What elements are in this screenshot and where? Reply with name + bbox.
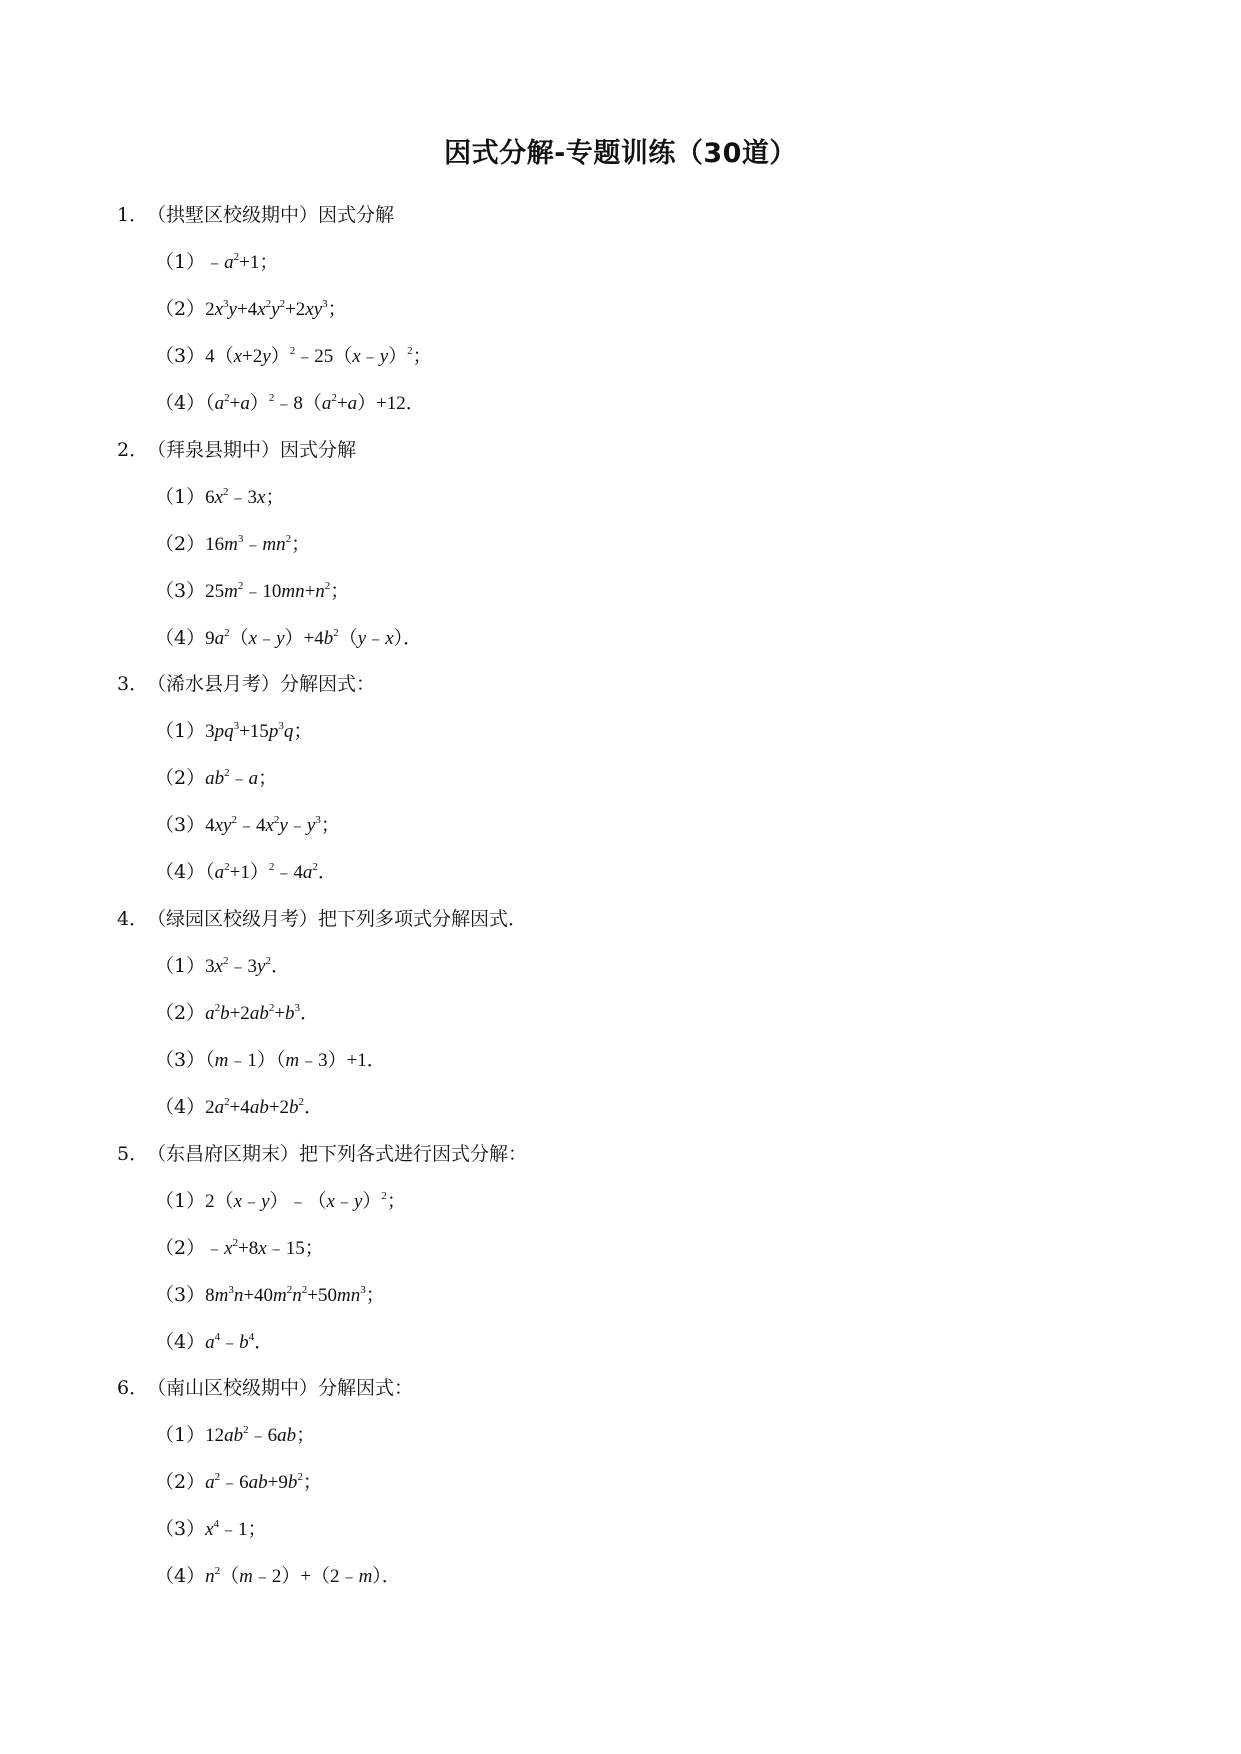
sub-question-label: （4）	[155, 627, 206, 649]
problem-5	[117, 1141, 527, 1355]
sub-question-label: （3）	[155, 814, 206, 836]
sub-question	[155, 1282, 527, 1308]
problem-header	[117, 1141, 527, 1167]
math-expression: $25m^2﹣10mn+n^2$；	[205, 580, 350, 602]
sub-question	[155, 1329, 527, 1355]
sub-question-label: （4）	[155, 1331, 206, 1353]
sub-question-label: （2）	[155, 533, 206, 555]
math-expression: $9a^2(x﹣y)+4b^2(y﹣x)$．	[205, 627, 423, 649]
math-expression: $﹣a^2+1$；	[205, 251, 279, 273]
problem-number: 5．	[117, 1143, 149, 1165]
problem-6	[117, 1375, 413, 1589]
sub-question-label: （4）	[155, 1096, 206, 1118]
problem-2	[117, 437, 422, 651]
problem-stem: （拜泉县期中）因式分解	[147, 439, 357, 461]
sub-question-label: （3）	[155, 1049, 206, 1071]
problem-number: 1．	[117, 204, 149, 226]
sub-question-label: （2）	[155, 767, 206, 789]
sub-question	[155, 953, 527, 979]
sub-question	[155, 296, 432, 322]
sub-question	[155, 1235, 527, 1261]
sub-question-label: （4）	[155, 392, 206, 414]
sub-question-label: （1）	[155, 720, 206, 742]
problem-stem: （浠水县月考）分解因式：	[147, 673, 376, 695]
sub-question	[155, 249, 432, 275]
sub-question	[155, 859, 375, 885]
sub-question	[155, 812, 375, 838]
sub-question	[155, 1047, 527, 1073]
problem-header	[117, 671, 375, 697]
sub-question-label: （2）	[155, 1471, 206, 1493]
sub-question	[155, 1422, 413, 1448]
sub-question	[155, 718, 375, 744]
problem-number: 2．	[117, 439, 149, 461]
math-expression: $8m^3n+40m^2n^2+50mn^3$；	[205, 1284, 385, 1306]
sub-question-label: （3）	[155, 1518, 206, 1540]
math-expression: $3x^2﹣3y^2$．	[205, 955, 290, 977]
problem-number: 3．	[117, 673, 149, 695]
sub-question-label: （1）	[155, 955, 206, 977]
problem-number: 4．	[117, 908, 149, 930]
problem-number: 6．	[117, 1377, 149, 1399]
sub-question-label: （1）	[155, 1424, 206, 1446]
problem-1	[117, 202, 432, 416]
math-expression: $x^4﹣1$；	[205, 1518, 267, 1540]
sub-question	[155, 343, 432, 369]
math-expression: $ab^2﹣a$；	[205, 767, 278, 789]
sub-question-label: （3）	[155, 345, 206, 367]
sub-question	[155, 578, 422, 604]
problem-4	[117, 906, 527, 1120]
sub-question-label: （1）	[155, 1190, 206, 1212]
math-expression: $4(x+2y)^2﹣25(x﹣y)^2$；	[205, 345, 432, 367]
sub-question-label: （3）	[155, 1284, 206, 1306]
sub-question	[155, 1000, 527, 1026]
problem-header	[117, 437, 422, 463]
math-expression: $a^4﹣b^4$．	[205, 1331, 274, 1353]
math-expression: $16m^3﹣mn^2$；	[205, 533, 311, 555]
sub-question-label: （2）	[155, 1237, 206, 1259]
sub-question	[155, 1188, 527, 1214]
problem-stem: （东昌府区期末）把下列各式进行因式分解：	[147, 1143, 528, 1165]
math-expression: $a^2b+2ab^2+b^3$．	[205, 1002, 320, 1024]
math-expression: $6x^2﹣3x$；	[205, 486, 285, 508]
math-expression: $2a^2+4ab+2b^2$．	[205, 1096, 324, 1118]
sub-question	[155, 531, 422, 557]
math-expression: $12ab^2﹣6ab$；	[205, 1424, 316, 1446]
problem-stem: （绿园区校级月考）把下列多项式分解因式．	[147, 908, 528, 930]
sub-question-label: （3）	[155, 580, 206, 602]
math-expression: $n^2(m﹣2)+(2﹣m)$．	[205, 1565, 401, 1587]
math-expression: $(a^2+1)^2﹣4a^2$．	[205, 861, 337, 883]
sub-question-label: （1）	[155, 486, 206, 508]
math-expression: $4xy^2﹣4x^2y﹣y^3$；	[205, 814, 340, 836]
sub-question	[155, 625, 422, 651]
math-expression: $3pq^3+15p^3q$；	[205, 720, 313, 742]
sub-question-label: （4）	[155, 861, 206, 883]
math-expression: （m﹣1）（m﹣3）+1．	[205, 1050, 386, 1071]
problem-3	[117, 671, 375, 885]
sub-question	[155, 484, 422, 510]
math-expression: $a^2﹣6ab+9b^2$；	[205, 1471, 322, 1493]
sub-question	[155, 1469, 413, 1495]
math-expression: $(a^2+a)^2﹣8(a^2+a)+12$．	[205, 392, 425, 414]
problem-header	[117, 1375, 413, 1401]
sub-question-label: （4）	[155, 1565, 206, 1587]
page-title: 因式分解-专题训练（30道）	[444, 138, 797, 169]
sub-question-label: （2）	[155, 1002, 206, 1024]
problem-header	[117, 906, 527, 932]
sub-question-label: （1）	[155, 251, 206, 273]
problem-stem: （南山区校级期中）分解因式：	[147, 1377, 414, 1399]
sub-question-label: （2）	[155, 298, 206, 320]
sub-question	[155, 1563, 413, 1589]
math-expression: $2x^3y+4x^2y^2+2xy^3$；	[205, 298, 347, 320]
sub-question	[155, 1094, 527, 1120]
problem-header	[117, 202, 432, 228]
sub-question	[155, 1516, 413, 1542]
sub-question	[155, 390, 432, 416]
problem-stem: （拱墅区校级期中）因式分解	[147, 204, 395, 226]
math-expression: $﹣x^2+8x﹣15$；	[205, 1237, 324, 1259]
math-expression: 2（x﹣y）﹣（x﹣y）$^2$；	[205, 1190, 406, 1212]
sub-question	[155, 765, 375, 791]
